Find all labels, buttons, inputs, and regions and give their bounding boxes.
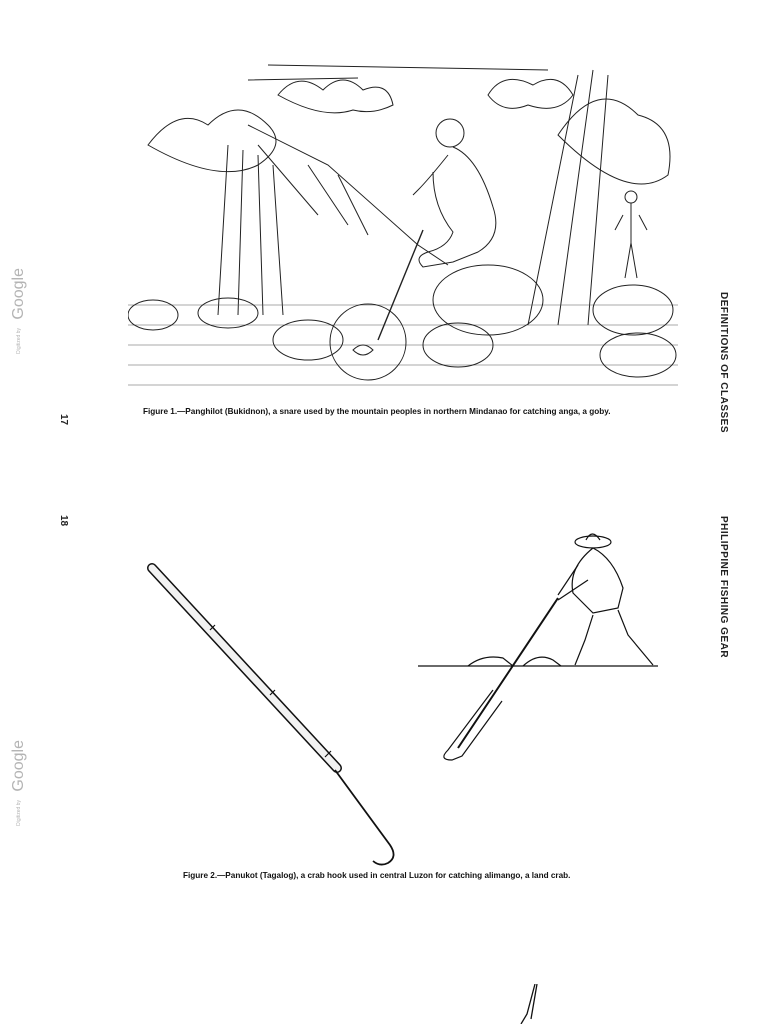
partial-figure-fragment [515, 984, 545, 1024]
figure-2-caption: Figure 2.—Panukot (Tagalog), a crab hook used in central Luzon for catching alimango, a land crab. [183, 871, 571, 880]
google-watermark-top [10, 268, 28, 354]
running-header-definitions: DEFINITIONS OF CLASSES [718, 292, 729, 434]
figure-1-illustration [128, 55, 678, 405]
watermark-brand: Google [10, 268, 27, 320]
page-number-18: 18 [58, 514, 70, 527]
page-number-17: 17 [58, 413, 70, 426]
watermark-brand: Google [10, 740, 27, 792]
figure-2-crab-hook [140, 560, 410, 870]
watermark-small-text: Digitized by [16, 800, 22, 826]
figure-1-caption: Figure 1.—Panghilot (Bukidnon), a snare used by the mountain peoples in northern Mindanao for catching anga, a goby. [143, 407, 611, 416]
figure-2-man-illustration [418, 520, 668, 770]
watermark-small-text: Digitized by [16, 328, 22, 354]
google-watermark-bottom [10, 740, 28, 826]
running-header-philippine: PHILIPPINE FISHING GEAR [718, 516, 729, 659]
